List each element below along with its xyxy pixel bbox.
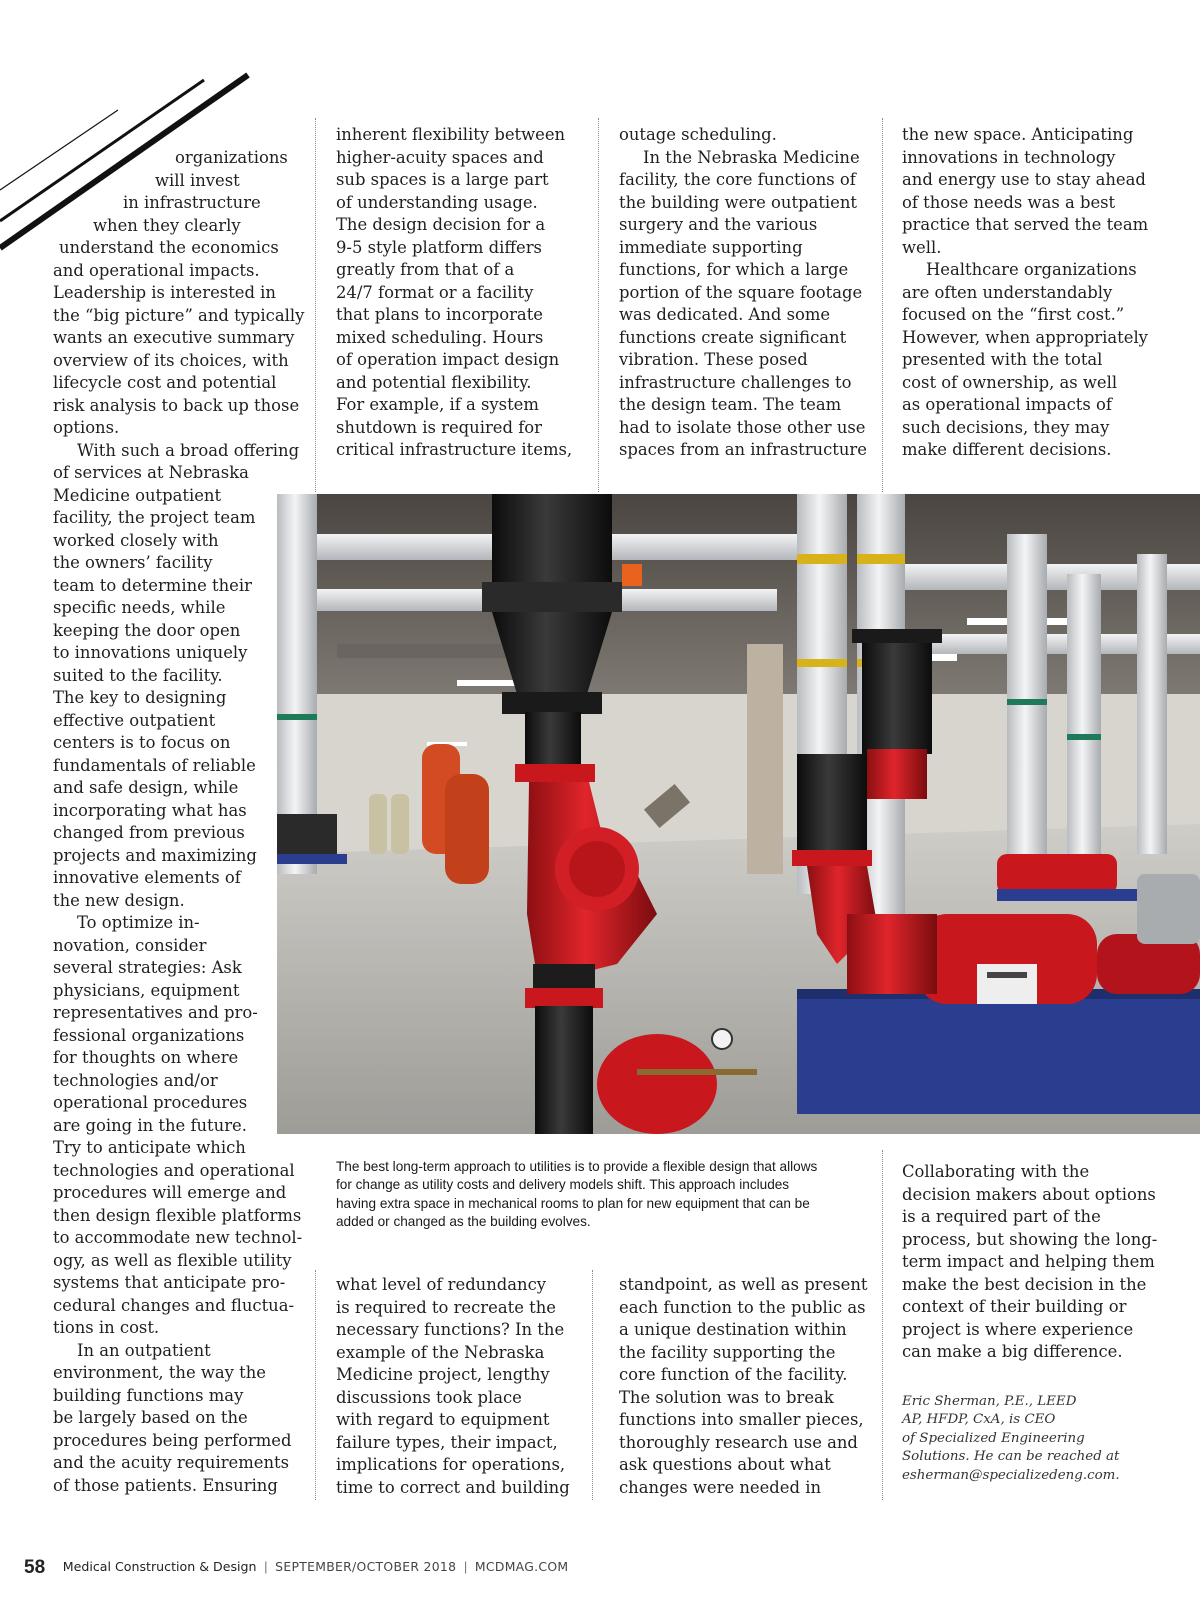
text-line: procedures being performed <box>53 1430 292 1450</box>
article-column-3-bottom <box>619 1274 869 1499</box>
text-line: suited to the facility. <box>53 665 223 685</box>
text-line: facility, the core functions of <box>619 170 856 189</box>
article-column-3-top <box>619 124 867 462</box>
text-line: Collaborating with the <box>902 1162 1090 1181</box>
text-line: failure types, their impact, <box>336 1432 558 1452</box>
column-divider <box>882 1150 883 1500</box>
article-column-2-bottom <box>336 1274 576 1499</box>
text-line: esherman@specializedeng.com. <box>902 1467 1120 1483</box>
text-line: fessional organizations <box>53 1025 245 1045</box>
text-line: critical infrastructure items, <box>336 440 573 459</box>
text-line: Try to anticipate which <box>53 1138 246 1157</box>
text-line: the new space. Anticipating <box>902 125 1134 144</box>
text-line: when they clearly <box>93 215 241 235</box>
text-line: overview of its choices, with <box>53 350 289 370</box>
text-line: For example, if a system <box>336 395 539 414</box>
text-line: in infrastructure <box>123 193 261 212</box>
text-line: focused on the “first cost.” <box>902 305 1125 324</box>
text-line: example of the Nebraska <box>336 1342 545 1362</box>
author-bio <box>902 1393 1152 1485</box>
text-line: can make a big difference. <box>902 1342 1123 1361</box>
text-line: implications for operations, <box>336 1455 566 1474</box>
text-line: with regard to equipment <box>336 1410 550 1429</box>
text-line: and safe design, while <box>53 778 239 797</box>
text-line: of those needs was a best <box>902 192 1116 212</box>
text-line: and potential flexibility. <box>336 372 532 392</box>
text-line: spaces from an infrastructure <box>619 440 867 459</box>
mechanical-room-photo <box>277 494 1200 1134</box>
text-line: of operation impact design <box>336 350 560 369</box>
text-line: necessary functions? In the <box>336 1320 565 1339</box>
text-line: is a required part of the <box>902 1207 1101 1226</box>
text-line: innovative elements of <box>53 868 241 887</box>
photo-illustration <box>277 494 1200 1134</box>
text-line: Eric Sherman, P.E., LEED <box>902 1394 1077 1409</box>
column-divider <box>598 118 599 492</box>
text-line: for thoughts on where <box>53 1048 239 1067</box>
text-line: surgery and the various <box>619 215 818 234</box>
text-line: vibration. These posed <box>619 350 808 369</box>
text-line: Medicine outpatient <box>53 485 222 505</box>
text-line: immediate supporting <box>619 237 803 257</box>
text-line: decision makers about options <box>902 1184 1156 1204</box>
text-line: sub spaces is a large part <box>336 170 549 189</box>
page-footer <box>24 1557 568 1579</box>
text-line: be largely based on the <box>53 1408 248 1427</box>
text-line: make the best decision in the <box>902 1274 1147 1294</box>
magazine-title: Medical Construction & Design <box>62 1559 257 1574</box>
text-line: tions in cost. <box>53 1318 160 1337</box>
text-line: thoroughly research use and <box>619 1432 858 1452</box>
text-line: Healthcare organizations <box>926 260 1137 279</box>
text-line: However, when appropriately <box>902 327 1148 347</box>
text-line: changed from previous <box>53 823 245 842</box>
text-line: technologies and operational <box>53 1160 295 1180</box>
text-line: facility, the project team <box>53 508 256 527</box>
text-line: keeping the door open <box>53 620 241 640</box>
column-divider <box>315 118 316 492</box>
text-line: the building were outpatient <box>619 192 858 212</box>
text-line: The best long-term approach to utilities is to provide a flexible design that allows <box>336 1159 818 1174</box>
text-line: With such a broad offering <box>77 440 300 460</box>
text-line: AP, HFDP, CxA, is CEO <box>902 1412 1056 1428</box>
text-line: the facility supporting the <box>619 1342 836 1362</box>
text-line: then design flexible platforms <box>53 1205 302 1225</box>
text-line: 24/7 format or a facility <box>336 282 534 302</box>
text-line: higher-acuity spaces and <box>336 147 544 167</box>
text-line: representatives and pro- <box>53 1003 258 1022</box>
text-line: The design decision for a <box>336 215 546 234</box>
text-line: having extra space in mechanical rooms to plan for new equipment that can be <box>336 1195 810 1211</box>
text-line: presented with the total <box>902 350 1103 369</box>
text-line: In an outpatient <box>77 1340 211 1360</box>
text-line: of those patients. Ensuring <box>53 1475 278 1495</box>
text-line: the design team. The team <box>619 395 842 414</box>
article-column-1 <box>53 147 305 1497</box>
text-line: discussions took place <box>336 1387 522 1407</box>
text-line: to innovations uniquely <box>53 643 248 662</box>
text-line: are going in the future. <box>53 1115 247 1135</box>
text-line: infrastructure challenges to <box>619 372 852 392</box>
text-line: ogy, as well as flexible utility <box>53 1250 292 1270</box>
text-line: operational procedures <box>53 1093 248 1112</box>
text-line: time to correct and building <box>336 1477 570 1497</box>
text-line: inherent flexibility between <box>336 125 566 144</box>
text-line: lifecycle cost and potential <box>53 373 277 392</box>
text-line: organizations <box>175 148 288 167</box>
text-line: as operational impacts of <box>902 395 1112 414</box>
text-line: core function of the facility. <box>619 1365 848 1384</box>
text-line: technologies and/or <box>53 1070 218 1090</box>
text-line: The key to designing <box>53 688 227 707</box>
text-line: centers is to focus on <box>53 733 231 752</box>
text-line: make different decisions. <box>902 440 1112 459</box>
text-line: and operational impacts. <box>53 260 260 280</box>
text-line: shutdown is required for <box>336 417 542 437</box>
text-line: several strategies: Ask <box>53 958 242 977</box>
issue-date: SEPTEMBER/OCTOBER 2018 <box>275 1559 457 1574</box>
text-line: of understanding usage. <box>336 192 538 212</box>
text-line: of services at Nebraska <box>53 463 249 482</box>
text-line: are often understandably <box>902 282 1113 302</box>
column-divider <box>315 1270 316 1500</box>
text-line: ask questions about what <box>619 1455 831 1474</box>
text-line: understand the economics <box>59 238 279 257</box>
text-line: The solution was to break <box>619 1387 834 1407</box>
text-line: what level of redundancy <box>336 1275 547 1294</box>
text-line: greatly from that of a <box>336 260 515 279</box>
text-line: Medicine project, lengthy <box>336 1365 550 1384</box>
text-line: In the Nebraska Medicine <box>643 147 860 167</box>
text-line: and energy use to stay ahead <box>902 170 1146 189</box>
text-line: To optimize in- <box>77 913 200 932</box>
article-column-4-bottom <box>902 1161 1162 1364</box>
text-line: term impact and helping them <box>902 1252 1155 1271</box>
text-line: environment, the way the <box>53 1363 266 1382</box>
text-line: 9-5 style platform differs <box>336 237 542 257</box>
text-line: the owners’ facility <box>53 553 213 572</box>
text-line: team to determine their <box>53 575 252 595</box>
text-line: Solutions. He can be reached at <box>902 1449 1120 1465</box>
text-line: cedural changes and fluctua- <box>53 1295 295 1315</box>
text-line: standpoint, as well as present <box>619 1275 868 1294</box>
text-line: specific needs, while <box>53 598 226 617</box>
article-column-2-top <box>336 124 576 462</box>
text-line: changes were needed in <box>619 1477 822 1497</box>
text-line: had to isolate those other use <box>619 417 866 437</box>
text-line: novation, consider <box>53 935 207 955</box>
photo-caption <box>336 1158 866 1232</box>
text-line: of Specialized Engineering <box>902 1430 1085 1446</box>
column-divider <box>592 1270 593 1500</box>
text-line: cost of ownership, as well <box>902 372 1118 392</box>
text-line: portion of the square footage <box>619 282 863 302</box>
website-url: MCDMAG.COM <box>474 1559 569 1574</box>
footer-separator: | <box>463 1559 468 1574</box>
text-line: incorporating what has <box>53 800 247 820</box>
text-line: and the acuity requirements <box>53 1453 290 1472</box>
text-line: practice that served the team <box>902 215 1149 234</box>
text-line: systems that anticipate pro- <box>53 1273 286 1292</box>
text-line: wants an executive summary <box>53 328 295 347</box>
text-line: building functions may <box>53 1385 244 1405</box>
text-line: to accommodate new technol- <box>53 1228 303 1247</box>
text-line: a unique destination within <box>619 1320 847 1339</box>
text-line: context of their building or <box>902 1297 1127 1316</box>
text-line: functions into smaller pieces, <box>619 1410 864 1429</box>
footer-separator: | <box>264 1559 268 1574</box>
text-line: projects and maximizing <box>53 845 257 865</box>
column-divider <box>882 118 883 492</box>
text-line: functions create significant <box>619 327 847 347</box>
text-line: each function to the public as <box>619 1297 866 1317</box>
text-line: mixed scheduling. Hours <box>336 327 544 347</box>
text-line: the “big picture” and typically <box>53 305 305 325</box>
text-line: will invest <box>155 170 240 190</box>
text-line: the new design. <box>53 890 185 910</box>
page-number: 58 <box>24 1557 46 1578</box>
text-line: well. <box>902 237 942 257</box>
text-line: effective outpatient <box>53 710 216 730</box>
text-line: for change as utility costs and delivery models shift. This approach includes <box>336 1177 790 1193</box>
text-line: is required to recreate the <box>336 1297 556 1317</box>
text-line: was dedicated. And some <box>619 305 831 324</box>
text-line: Leadership is interested in <box>53 283 276 302</box>
text-line: added or changed as the building evolves. <box>336 1214 591 1230</box>
text-line: that plans to incorporate <box>336 305 543 324</box>
text-line: project is where experience <box>902 1319 1134 1339</box>
text-line: physicians, equipment <box>53 980 240 1000</box>
text-line: functions, for which a large <box>619 260 849 279</box>
text-line: fundamentals of reliable <box>53 755 256 775</box>
article-column-4-top <box>902 124 1162 462</box>
text-line: risk analysis to back up those <box>53 395 300 415</box>
text-line: process, but showing the long- <box>902 1229 1158 1249</box>
text-line: innovations in technology <box>902 147 1116 167</box>
text-line: options. <box>53 418 120 437</box>
text-line: such decisions, they may <box>902 417 1110 437</box>
text-line: procedures will emerge and <box>53 1183 287 1202</box>
text-line: outage scheduling. <box>619 125 777 144</box>
text-line: worked closely with <box>53 530 219 550</box>
